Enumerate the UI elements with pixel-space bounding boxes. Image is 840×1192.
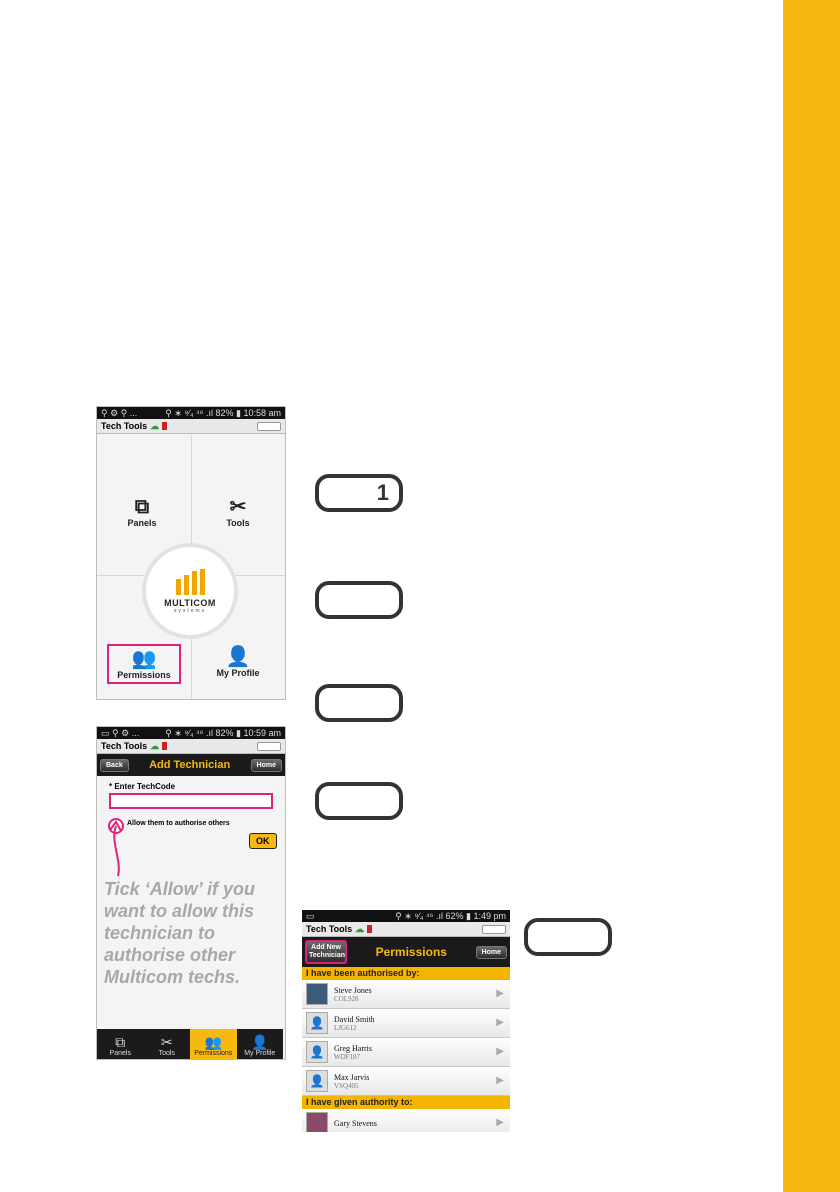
avatar: 👤 <box>306 1041 328 1063</box>
step-badge <box>315 684 403 722</box>
step-badge-1: 1 <box>315 474 403 512</box>
battery-icon <box>162 422 167 430</box>
tab-my-profile[interactable]: 👤 My Profile <box>244 1034 276 1057</box>
list-item[interactable]: 👤 Greg Harris WDF187 ▶ <box>302 1038 510 1067</box>
tools-icon: ✂ <box>160 1034 173 1050</box>
list-item[interactable]: 👤 Max Jarvis VSQ405 ▶ <box>302 1067 510 1096</box>
permissions-screenshot <box>302 910 510 1132</box>
key-icon[interactable] <box>482 925 506 934</box>
chevron-right-icon: ▶ <box>496 1046 504 1057</box>
home-screenshot <box>96 406 286 700</box>
avatar <box>306 1112 328 1132</box>
screen-title: Permissions <box>375 945 447 959</box>
screen-title: Add Technician <box>149 759 231 771</box>
chevron-right-icon: ▶ <box>496 1075 504 1086</box>
people-icon: 👥 <box>204 1034 222 1050</box>
panels-tile[interactable]: ⧉ Panels <box>127 496 157 528</box>
allow-caption: Tick ‘Allow’ if you want to allow this technician to authorise other Multicom techs. <box>104 879 256 987</box>
app-title: Tech Tools <box>306 924 353 934</box>
nav-bar <box>302 937 510 967</box>
section-header: I have been authorised by: <box>302 967 510 980</box>
tab-bar <box>97 1029 283 1059</box>
section-header: I have given authority to: <box>302 1096 510 1109</box>
app-bar <box>97 739 285 754</box>
nav-bar <box>97 754 285 776</box>
panels-icon: ⧉ <box>115 1034 126 1050</box>
cloud-icon: ☁ <box>150 741 160 751</box>
app-bar <box>97 419 285 434</box>
side-accent-bar <box>783 0 840 1192</box>
people-icon: 👥 <box>131 648 157 670</box>
add-new-technician-button[interactable]: Add New Technician <box>305 940 347 964</box>
home-button[interactable]: Home <box>251 759 282 772</box>
techcode-input[interactable] <box>109 793 273 809</box>
step-badge <box>524 918 612 956</box>
battery-icon <box>367 925 372 933</box>
person-icon: 👤 <box>251 1034 269 1050</box>
cloud-icon: ☁ <box>150 421 160 431</box>
app-bar <box>302 922 510 937</box>
step-badge <box>315 782 403 820</box>
back-button[interactable]: Back <box>100 759 129 772</box>
status-bar: ▭ ⚲ ∗ ⁹⁄₄ ⁴⁶ .ıl 62% ▮ 1:49 pm <box>302 910 510 922</box>
allow-label: Allow them to authorise others <box>127 820 230 827</box>
list-item[interactable]: 👤 David Smith LJG612 ▶ <box>302 1009 510 1038</box>
logo-bars-icon <box>176 569 205 595</box>
tab-permissions[interactable]: 👥 Permissions <box>190 1029 237 1059</box>
my-profile-tile[interactable]: 👤 My Profile <box>216 646 260 678</box>
list-item[interactable]: Gary Stevens ▶ <box>302 1109 510 1132</box>
tab-panels[interactable]: ⧉ Panels <box>109 1034 131 1057</box>
avatar <box>306 983 328 1005</box>
home-button[interactable]: Home <box>476 946 507 959</box>
multicom-logo: MULTICOM systems <box>142 543 238 639</box>
chevron-right-icon: ▶ <box>496 1017 504 1028</box>
tab-tools[interactable]: ✂ Tools <box>158 1034 175 1057</box>
cloud-icon: ☁ <box>355 924 365 934</box>
panels-icon: ⧉ <box>134 496 150 518</box>
pointer-arrow <box>100 812 140 882</box>
app-title: Tech Tools <box>101 741 148 751</box>
battery-icon <box>162 742 167 750</box>
key-icon[interactable] <box>257 422 281 431</box>
permissions-tile[interactable]: 👥 Permissions <box>107 644 181 684</box>
app-title: Tech Tools <box>101 421 148 431</box>
status-bar: ⚲ ⚙ ⚲ ... ⚲ ∗ ⁹⁄₄ ⁴⁶ .ıl 82% ▮ 10:58 am <box>97 407 285 419</box>
chevron-right-icon: ▶ <box>496 988 504 999</box>
tools-icon: ✂ <box>229 496 247 518</box>
chevron-right-icon: ▶ <box>496 1117 504 1128</box>
ok-button[interactable]: OK <box>249 833 277 849</box>
list-item[interactable]: Steve Jones COL928 ▶ <box>302 980 510 1009</box>
step-badge <box>315 581 403 619</box>
avatar: 👤 <box>306 1070 328 1092</box>
tools-tile[interactable]: ✂ Tools <box>226 496 250 528</box>
techcode-label: * Enter TechCode <box>109 782 176 791</box>
status-bar: ▭ ⚲ ⚙ ... ⚲ ∗ ⁹⁄₄ ⁴⁶ .ıl 82% ▮ 10:59 am <box>97 727 285 739</box>
key-icon[interactable] <box>257 742 281 751</box>
person-icon: 👤 <box>225 646 251 668</box>
avatar: 👤 <box>306 1012 328 1034</box>
